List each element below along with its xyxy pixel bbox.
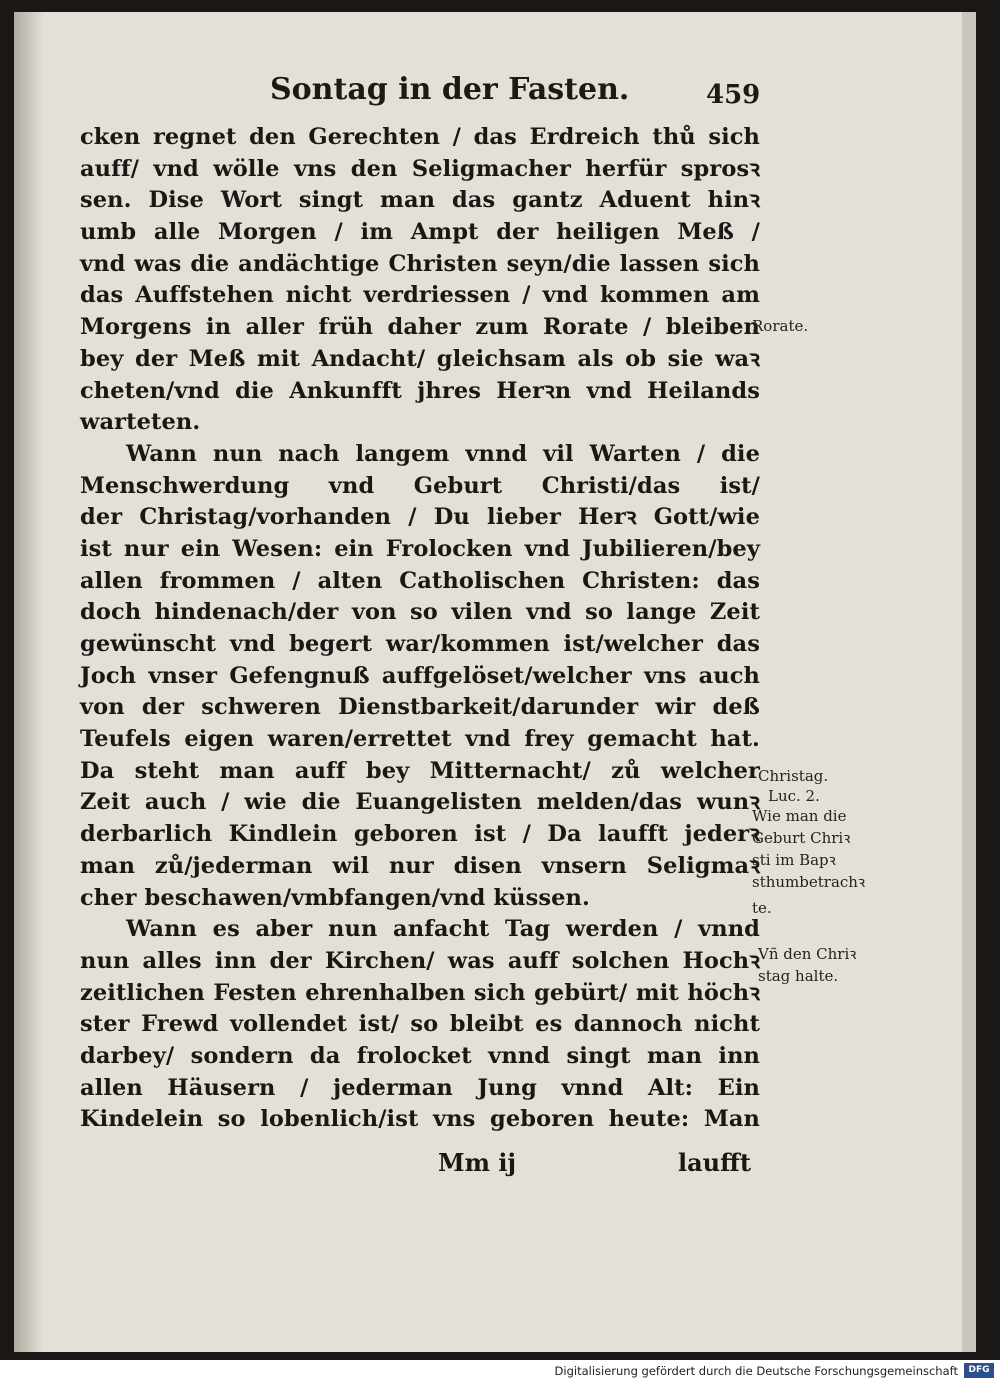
text-line: cken regnet den Gerechten / das Erdreich thů sich: [80, 124, 760, 150]
text-line: cher beschawen/vmbfangen/vnd küssen.: [80, 884, 590, 911]
catchword: laufft: [678, 1148, 751, 1177]
text-line: das Auffstehen nicht verdriessen / vnd kommen am: [80, 282, 760, 309]
text-line: sen. Dise Wort singt man das gantz Aduent hinꝛ: [80, 187, 760, 214]
text-line: bey der Meß mit Andacht/ gleichsam als ob sie waꝛ: [80, 345, 760, 372]
page-number: 459: [706, 80, 761, 110]
text-line: warteten.: [80, 409, 201, 436]
text-line: ist nur ein Wesen: ein Frolocken vnd Jubilieren/bey: [80, 535, 760, 562]
margin-note-christag: Christag.: [758, 767, 829, 785]
margin-note-rorate: Rorate.: [752, 317, 809, 335]
text-line: Da steht man auff bey Mitternacht/ zů welcher: [80, 757, 760, 784]
footer-bar: [0, 1360, 1000, 1381]
text-line: umb alle Morgen / im Ampt der heiligen Meß /: [80, 219, 760, 246]
text-line: derbarlich Kindlein geboren ist / Da laufft jederꝛ: [80, 821, 760, 848]
margin-note-vn-line: stag halte.: [758, 967, 839, 985]
margin-note-wie-line: Wie man die: [752, 807, 847, 825]
margin-note-wie-line: sthumbetrachꝛ: [752, 873, 866, 891]
text-line: doch hindenach/der von so vilen vnd so lange Zeit: [80, 599, 760, 626]
text-line: Joch vnser Gefengnuß auffgelöset/welcher vns auch: [80, 662, 760, 689]
funding-credit: Digitalisierung gefördert durch die Deutsche Forschungsgemeinschaft: [554, 1364, 958, 1378]
text-line: zeitlichen Festen ehrenhalben sich gebürt/ mit höchꝛ: [80, 979, 760, 1006]
text-line: cheten/vnd die Ankunfft jhres Herꝛn vnd Heilands: [80, 377, 760, 404]
text-line: allen Häusern / jederman Jung vnnd Alt: Ein: [80, 1074, 760, 1101]
text-line: darbey/ sondern da frolocket vnnd singt man inn: [80, 1042, 760, 1069]
text-line: Zeit auch / wie die Euangelisten melden/das wunꝛ: [80, 789, 760, 816]
margin-note-wie-line: sti im Bapꝛ: [752, 851, 836, 869]
text-line: Wann es aber nun anfacht Tag werden / vnnd: [126, 916, 760, 943]
text-line: Menschwerdung vnd Geburt Christi/das ist/: [80, 472, 760, 499]
text-line: Kindelein so lobenlich/ist vns geboren heute: Man: [80, 1106, 760, 1133]
text-line: ster Frewd vollendet ist/ so bleibt es dannoch nicht: [80, 1011, 760, 1038]
margin-note-wie-line: te.: [752, 899, 772, 917]
margin-note-vn-line: Vñ den Chriꝛ: [758, 945, 857, 963]
running-head: Sontag in der Fasten.: [270, 72, 630, 107]
signature-mark: Mm ij: [438, 1148, 517, 1177]
text-line: auff/ vnd wölle vns den Seligmacher herfür sprosꝛ: [80, 155, 760, 182]
text-line: Morgens in aller früh daher zum Rorate / bleiben: [80, 314, 760, 341]
body-text: [80, 122, 760, 1136]
margin-note-luc: Luc. 2.: [768, 787, 820, 805]
text-line: Teufels eigen waren/errettet vnd frey gemacht hat.: [80, 726, 760, 753]
text-line: Wann nun nach langem vnnd vil Warten / die: [126, 440, 760, 467]
dfg-logo-icon: DFG: [964, 1363, 994, 1378]
text-line: allen frommen / alten Catholischen Christen: das: [80, 567, 760, 594]
text-line: vnd was die andächtige Christen seyn/die lassen sich: [80, 250, 760, 277]
text-line: von der schweren Dienstbarkeit/darunder wir deß: [80, 694, 760, 721]
gutter-shadow: [14, 12, 44, 1352]
text-line: nun alles inn der Kirchen/ was auff solchen Hochꝛ: [80, 947, 760, 974]
text-line: gewünscht vnd begert war/kommen ist/welcher das: [80, 631, 760, 657]
text-line: der Christag/vorhanden / Du lieber Herꝛ Gott/wie: [80, 504, 760, 531]
text-line: man zů/jederman wil nur disen vnsern Seligmaꝛ: [80, 852, 760, 879]
margin-note-wie-line: Geburt Chriꝛ: [752, 829, 851, 847]
